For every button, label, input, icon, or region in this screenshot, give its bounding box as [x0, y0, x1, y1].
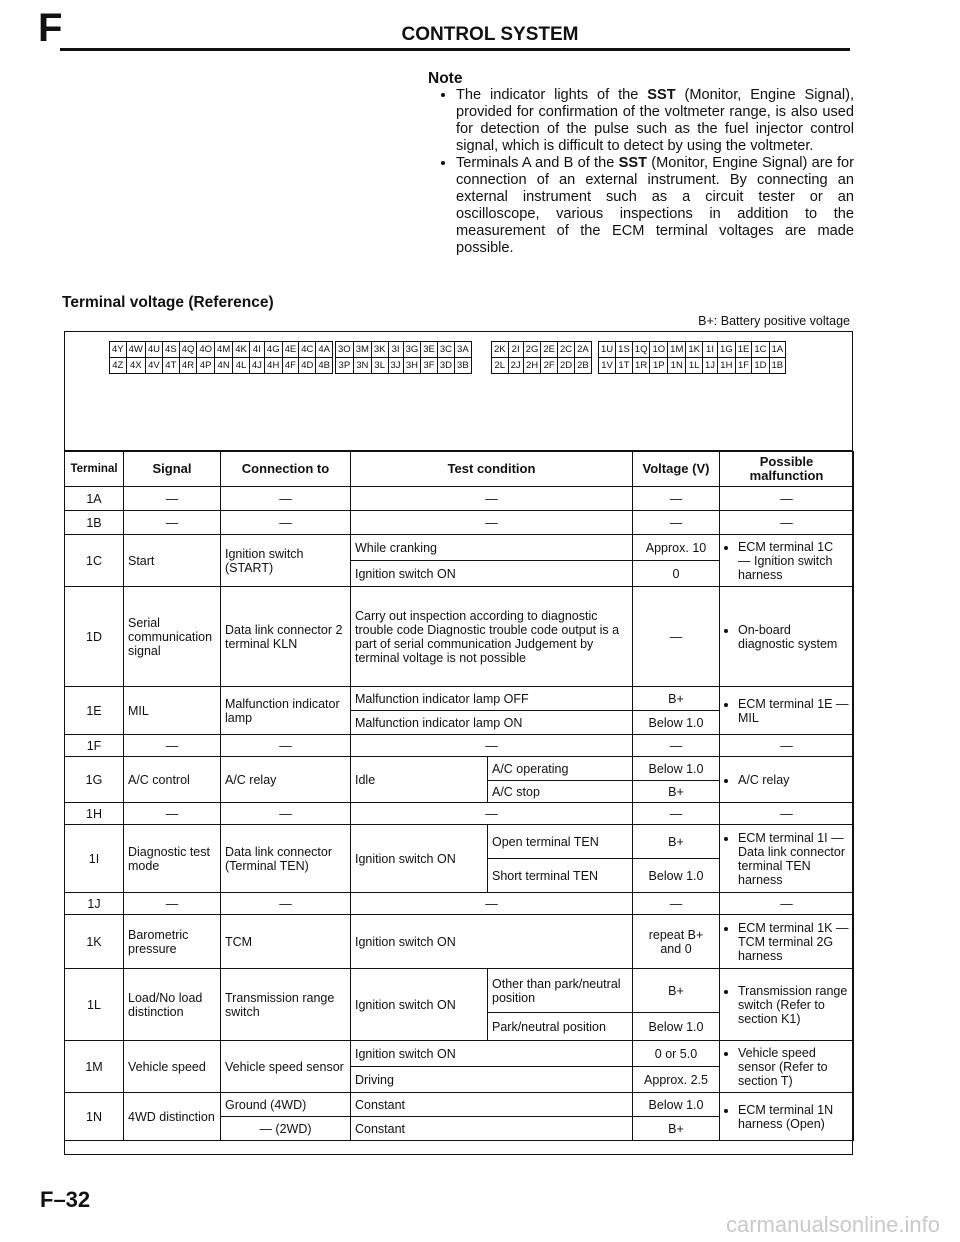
- connector-pin: 3G: [403, 342, 421, 358]
- connector-pin: 1O: [650, 342, 668, 358]
- terminal-cell: 1M: [65, 1041, 124, 1093]
- connector-pin: 1R: [632, 358, 650, 374]
- voltage-cell: —: [633, 511, 720, 535]
- connector-pin: 1G: [718, 342, 736, 358]
- connector-pin: 4K: [233, 342, 250, 358]
- signal-cell: —: [124, 511, 221, 535]
- terminal-cell: 1A: [65, 487, 124, 511]
- malfunction-cell: —: [720, 487, 854, 511]
- voltage-cell: Below 1.0: [633, 757, 720, 781]
- connection-cell: —: [221, 803, 351, 825]
- connection-cell: Vehicle speed sensor: [221, 1041, 351, 1093]
- connector-pin: 4N: [215, 358, 233, 374]
- connector-pin: 1N: [668, 358, 686, 374]
- table-row: [65, 803, 854, 825]
- malfunction-item: • A/C relay: [738, 773, 849, 787]
- malfunction-cell: [720, 1093, 854, 1141]
- connector-pin: 2G: [523, 342, 541, 358]
- signal-cell: —: [124, 487, 221, 511]
- connection-cell: Ignition switch (START): [221, 535, 351, 587]
- connector-pin: 2B: [575, 358, 592, 374]
- note-bullet-2: • Terminals A and B of the SST (Monitor, Engine Signal) are for connection of an external instrument. By connecting an external instrument such as a circuit tester or an oscilloscope, various inspections in addition to the measurement of the ECM terminal voltages are made possible.: [456, 155, 854, 257]
- terminal-cell: 1B: [65, 511, 124, 535]
- connector-pin: 3A: [455, 342, 472, 358]
- connector-pin: 1Q: [632, 342, 650, 358]
- table-row: [65, 587, 854, 687]
- table-row: [65, 915, 854, 969]
- voltage-cell: —: [633, 587, 720, 687]
- connector-pin: 4O: [197, 342, 215, 358]
- bplus-legend: B+: Battery positive voltage: [698, 314, 850, 328]
- connector-group-1: [109, 341, 333, 374]
- signal-cell: Barometric pressure: [124, 915, 221, 969]
- voltage-cell: Below 1.0: [633, 1013, 720, 1041]
- terminal-cell: 1H: [65, 803, 124, 825]
- connector-pin: 1A: [769, 342, 786, 358]
- connector-pin: 4R: [179, 358, 197, 374]
- connector-pin: 4Q: [179, 342, 197, 358]
- connection-cell: Data link connector 2 terminal KLN: [221, 587, 351, 687]
- table-row: [65, 1041, 854, 1067]
- signal-cell: 4WD distinction: [124, 1093, 221, 1141]
- test-condition-cell: Ignition switch ON: [351, 825, 488, 893]
- voltage-cell: —: [633, 735, 720, 757]
- header-test-condition: Test condition: [351, 452, 633, 487]
- connector-pin: 3N: [353, 358, 371, 374]
- voltage-cell: —: [633, 893, 720, 915]
- voltage-cell: B+: [633, 969, 720, 1013]
- test-cell: Ignition switch ON: [351, 915, 633, 969]
- header-signal: Signal: [124, 452, 221, 487]
- connector-pin: 2I: [508, 342, 523, 358]
- connector-pin: 4U: [145, 342, 162, 358]
- connector-pin: 1I: [702, 342, 717, 358]
- terminal-cell: 1E: [65, 687, 124, 735]
- test-cell: —: [351, 735, 633, 757]
- test-cell: Carry out inspection according to diagnostic trouble code Diagnostic trouble code output is a part of serial communication Judgement by terminal voltage is not possible: [351, 587, 633, 687]
- connector-pin: 2L: [492, 358, 509, 374]
- terminal-cell: 1I: [65, 825, 124, 893]
- page-title: CONTROL SYSTEM: [401, 24, 579, 45]
- connection-cell: — (2WD): [221, 1117, 351, 1141]
- connector-group-3: [491, 341, 592, 374]
- connector-pin: 4V: [145, 358, 162, 374]
- signal-cell: A/C control: [124, 757, 221, 803]
- table-row: [65, 535, 854, 561]
- malfunction-item: • On-board diagnostic system: [738, 623, 849, 651]
- connector-pin: 1H: [718, 358, 736, 374]
- connector-pin: 2J: [508, 358, 523, 374]
- connector-pin: 4J: [249, 358, 264, 374]
- test-cell: —: [351, 511, 633, 535]
- voltage-cell: Below 1.0: [633, 711, 720, 735]
- connector-pin: 4C: [299, 342, 316, 358]
- malfunction-cell: —: [720, 803, 854, 825]
- connector-pin: 4T: [163, 358, 180, 374]
- connection-cell: —: [221, 735, 351, 757]
- signal-cell: Vehicle speed: [124, 1041, 221, 1093]
- voltage-cell: B+: [633, 781, 720, 803]
- connector-pin: 2A: [575, 342, 592, 358]
- table-row: [65, 687, 854, 711]
- malfunction-item: • ECM terminal 1E — MIL: [738, 697, 849, 725]
- connector-pin: 2K: [492, 342, 509, 358]
- header-connection: Connection to: [221, 452, 351, 487]
- note-title: Note: [428, 70, 463, 87]
- connector-pin: 2D: [557, 358, 574, 374]
- connector-pin: 1L: [686, 358, 703, 374]
- note-block: [428, 70, 854, 257]
- connector-pin: 1U: [599, 342, 616, 358]
- malfunction-cell: —: [720, 893, 854, 915]
- voltage-cell: 0: [633, 561, 720, 587]
- connection-cell: Malfunction indicator lamp: [221, 687, 351, 735]
- connector-pin: 1V: [599, 358, 616, 374]
- signal-cell: —: [124, 735, 221, 757]
- test-sub-cell: Short terminal TEN: [488, 859, 633, 893]
- connector-pin: 1F: [735, 358, 752, 374]
- table-row: [65, 1093, 854, 1117]
- connector-pin: 3J: [388, 358, 403, 374]
- connector-pin: 4H: [264, 358, 282, 374]
- test-condition-cell: Idle: [351, 757, 488, 803]
- test-cell: Ignition switch ON: [351, 1041, 633, 1067]
- test-cell: Driving: [351, 1067, 633, 1093]
- test-cell: Malfunction indicator lamp ON: [351, 711, 633, 735]
- voltage-cell: B+: [633, 825, 720, 859]
- test-sub-cell: A/C stop: [488, 781, 633, 803]
- malfunction-cell: [720, 915, 854, 969]
- connector-pin: 1C: [752, 342, 769, 358]
- connector-pin: 3C: [437, 342, 454, 358]
- test-cell: Constant: [351, 1117, 633, 1141]
- voltage-cell: Approx. 2.5: [633, 1067, 720, 1093]
- signal-cell: Load/No load distinction: [124, 969, 221, 1041]
- connector-pin: 1P: [650, 358, 668, 374]
- connector-pin: 1M: [668, 342, 686, 358]
- watermark: carmanualsonline.info: [725, 1212, 940, 1237]
- connector-pin: 3D: [437, 358, 454, 374]
- test-cell: Malfunction indicator lamp OFF: [351, 687, 633, 711]
- voltage-cell: B+: [633, 687, 720, 711]
- signal-cell: —: [124, 803, 221, 825]
- malfunction-cell: [720, 535, 854, 587]
- connection-cell: —: [221, 511, 351, 535]
- connector-pin: 4W: [126, 342, 145, 358]
- connector-pin: 3O: [336, 342, 354, 358]
- malfunction-cell: [720, 587, 854, 687]
- malfunction-cell: [720, 757, 854, 803]
- connector-pin: 1K: [686, 342, 703, 358]
- test-sub-cell: Open terminal TEN: [488, 825, 633, 859]
- terminal-cell: 1G: [65, 757, 124, 803]
- table-row: [65, 825, 854, 859]
- connector-pin: 1T: [616, 358, 633, 374]
- table-row: [65, 487, 854, 511]
- connector-pin: 2C: [557, 342, 574, 358]
- malfunction-item: • Vehicle speed sensor (Refer to section T): [738, 1046, 849, 1088]
- malfunction-item: • ECM terminal 1K — TCM terminal 2G harness: [738, 921, 849, 963]
- page-number: F–32: [40, 1187, 91, 1212]
- malfunction-item: • ECM terminal 1I — Data link connector terminal TEN harness: [738, 831, 849, 887]
- connection-cell: Data link connector (Terminal TEN): [221, 825, 351, 893]
- voltage-cell: B+: [633, 1117, 720, 1141]
- terminal-cell: 1N: [65, 1093, 124, 1141]
- terminal-voltage-table: [64, 451, 854, 1141]
- table-row: [65, 969, 854, 1013]
- malfunction-cell: —: [720, 735, 854, 757]
- test-cell: Constant: [351, 1093, 633, 1117]
- test-cell: While cranking: [351, 535, 633, 561]
- connector-pin: 4A: [316, 342, 333, 358]
- note-bullet-1: • The indicator lights of the SST (Monitor, Engine Signal), provided for confirmation of the voltmeter range, is also used for detection of the pulse such as the fuel injector control signal, which is difficult to detect by using the voltmeter.: [456, 87, 854, 155]
- test-cell: —: [351, 803, 633, 825]
- test-sub-cell: Other than park/neutral position: [488, 969, 633, 1013]
- connector-pin: 2F: [541, 358, 558, 374]
- connector-pin: 4E: [282, 342, 299, 358]
- connector-pin: 3E: [421, 342, 438, 358]
- table-row: [65, 757, 854, 781]
- connector-pin: 4Z: [110, 358, 127, 374]
- connector-pin: 4F: [282, 358, 299, 374]
- connector-pin: 4X: [126, 358, 145, 374]
- header-voltage: Voltage (V): [633, 452, 720, 487]
- connector-pin: 1S: [616, 342, 633, 358]
- voltage-cell: repeat B+ and 0: [633, 915, 720, 969]
- terminal-cell: 1D: [65, 587, 124, 687]
- test-cell: —: [351, 487, 633, 511]
- connector-pin: 2E: [541, 342, 558, 358]
- connector-pin: 4B: [316, 358, 333, 374]
- terminal-cell: 1K: [65, 915, 124, 969]
- table-row: [65, 735, 854, 757]
- connection-cell: TCM: [221, 915, 351, 969]
- malfunction-item: • Transmission range switch (Refer to section K1): [738, 984, 849, 1026]
- malfunction-item: • ECM terminal 1N harness (Open): [738, 1103, 849, 1131]
- test-cell: —: [351, 893, 633, 915]
- header-divider: [60, 48, 850, 51]
- test-cell: Ignition switch ON: [351, 561, 633, 587]
- connector-group-2: [335, 341, 472, 374]
- table-header-row: [65, 452, 854, 487]
- malfunction-cell: [720, 969, 854, 1041]
- connection-cell: —: [221, 893, 351, 915]
- voltage-cell: Below 1.0: [633, 1093, 720, 1117]
- test-condition-cell: Ignition switch ON: [351, 969, 488, 1041]
- signal-cell: MIL: [124, 687, 221, 735]
- connector-pin: 4L: [233, 358, 250, 374]
- signal-cell: —: [124, 893, 221, 915]
- table-row: [65, 511, 854, 535]
- voltage-cell: —: [633, 803, 720, 825]
- connector-pin: 4G: [264, 342, 282, 358]
- table-row: [65, 893, 854, 915]
- connector-pin: 3F: [421, 358, 438, 374]
- malfunction-cell: —: [720, 511, 854, 535]
- malfunction-item: • ECM terminal 1C — Ignition switch harness: [738, 540, 849, 582]
- malfunction-cell: [720, 687, 854, 735]
- malfunction-cell: [720, 825, 854, 893]
- connection-cell: Ground (4WD): [221, 1093, 351, 1117]
- section-subheading: Terminal voltage (Reference): [62, 294, 274, 311]
- connector-pin: 4Y: [110, 342, 127, 358]
- voltage-cell: Approx. 10: [633, 535, 720, 561]
- connector-pin: 3P: [336, 358, 354, 374]
- connector-pin: 3M: [353, 342, 371, 358]
- connector-pin: 1E: [735, 342, 752, 358]
- connector-pin: 3K: [371, 342, 388, 358]
- test-sub-cell: Park/neutral position: [488, 1013, 633, 1041]
- header-malfunction: Possible malfunction: [720, 452, 854, 487]
- section-letter: F: [38, 6, 63, 50]
- connector-pin: 1B: [769, 358, 786, 374]
- header-terminal: Terminal: [65, 452, 124, 487]
- connector-pin: 4M: [215, 342, 233, 358]
- signal-cell: Serial communication signal: [124, 587, 221, 687]
- voltage-cell: Below 1.0: [633, 859, 720, 893]
- malfunction-cell: [720, 1041, 854, 1093]
- test-sub-cell: A/C operating: [488, 757, 633, 781]
- signal-cell: Start: [124, 535, 221, 587]
- connector-pin: 4D: [299, 358, 316, 374]
- terminal-cell: 1J: [65, 893, 124, 915]
- terminal-cell: 1F: [65, 735, 124, 757]
- connector-pin: 3B: [455, 358, 472, 374]
- connector-pin: 1D: [752, 358, 769, 374]
- connector-pin: 3H: [403, 358, 421, 374]
- voltage-cell: —: [633, 487, 720, 511]
- signal-cell: Diagnostic test mode: [124, 825, 221, 893]
- voltage-cell: 0 or 5.0: [633, 1041, 720, 1067]
- connection-cell: Transmission range switch: [221, 969, 351, 1041]
- connection-cell: —: [221, 487, 351, 511]
- connector-pin: 3I: [388, 342, 403, 358]
- connector-group-4: [598, 341, 786, 374]
- connector-pin: 3L: [371, 358, 388, 374]
- connector-pin: 1J: [702, 358, 717, 374]
- connector-pin: 4S: [163, 342, 180, 358]
- connector-pin: 2H: [523, 358, 541, 374]
- connection-cell: A/C relay: [221, 757, 351, 803]
- connector-pin: 4I: [249, 342, 264, 358]
- terminal-cell: 1C: [65, 535, 124, 587]
- connector-pin: 4P: [197, 358, 215, 374]
- terminal-cell: 1L: [65, 969, 124, 1041]
